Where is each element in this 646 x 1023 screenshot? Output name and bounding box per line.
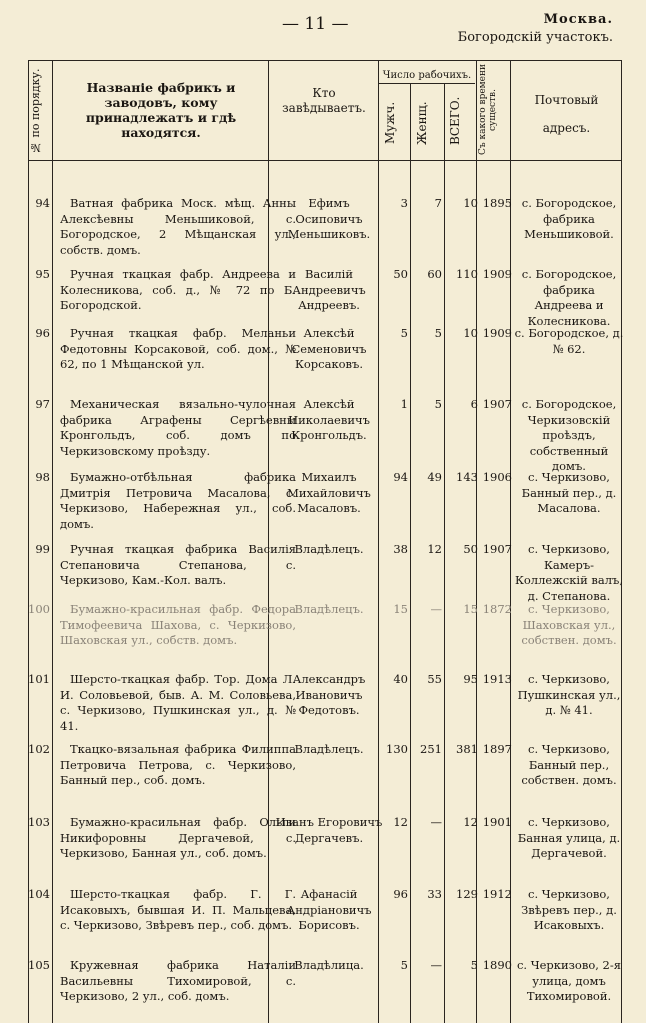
header-workers: Число рабочихъ. bbox=[382, 70, 472, 81]
cell-women: — bbox=[430, 815, 442, 829]
header-men: Мужч. bbox=[383, 101, 397, 145]
cell-manager: Ефимъ Осиповичъ Меньшиковъ. bbox=[287, 196, 371, 241]
cell-men: 15 bbox=[393, 602, 408, 616]
cell-men: 5 bbox=[400, 958, 408, 972]
cell-manager: Владѣлецъ. bbox=[294, 602, 364, 616]
workers-subrule bbox=[378, 83, 475, 84]
cell-men: 38 bbox=[393, 542, 408, 556]
cell-manager: Михаилъ Михайловичъ Масаловъ. bbox=[287, 470, 371, 515]
cell-total: 10 bbox=[463, 196, 478, 210]
cell-num: 99 bbox=[35, 542, 50, 556]
cell-address: с. Черкизово, Шаховская ул., собствен. домъ. bbox=[521, 602, 617, 647]
cell-address: с. Богородское, фабрика Андреева и Колесникова. bbox=[521, 267, 617, 328]
cell-men: 12 bbox=[393, 815, 408, 829]
cell-men: 94 bbox=[393, 470, 408, 484]
cell-total: 381 bbox=[456, 742, 478, 756]
col-rule bbox=[52, 60, 53, 1023]
header-women: Женщ. bbox=[415, 101, 429, 145]
cell-total: 50 bbox=[463, 542, 478, 556]
cell-year: 1890 bbox=[482, 958, 512, 972]
cell-address: с. Богородское, д. № 62. bbox=[514, 326, 624, 356]
city-title: Москва. bbox=[543, 12, 613, 27]
cell-year: 1913 bbox=[482, 672, 512, 686]
district-title: Богородскій участокъ. bbox=[457, 30, 613, 45]
cell-year: 1907 bbox=[482, 397, 512, 411]
cell-name: Ручная ткацкая фабрика Василія Степановича Степанова, с. Черкизово, Кам.-Кол. валъ. bbox=[60, 542, 296, 587]
cell-num: 103 bbox=[28, 815, 50, 829]
cell-num: 98 bbox=[35, 470, 50, 484]
table-top-rule bbox=[28, 60, 621, 61]
cell-women: 60 bbox=[427, 267, 442, 281]
cell-num: 94 bbox=[35, 196, 50, 210]
cell-num: 105 bbox=[28, 958, 50, 972]
cell-num: 95 bbox=[35, 267, 50, 281]
cell-total: 95 bbox=[463, 672, 478, 686]
cell-name: Бумажно-красильная фабр. Ольги Никифоровны Дергачевой, с. Черкизово, Банная ул., соб. домъ. bbox=[60, 815, 296, 860]
cell-address: с. Черкизово, Банный пер., собствен. домъ. bbox=[521, 742, 617, 787]
cell-year: 1901 bbox=[482, 815, 512, 829]
cell-name: Ручная ткацкая фабр. Андреева и Колесникова, соб. д., № 72 по Б. Богородской. bbox=[60, 267, 296, 312]
cell-year: 1909 bbox=[482, 326, 512, 340]
cell-num: 97 bbox=[35, 397, 50, 411]
cell-name: Шерсто-ткацкая фабр. Г. Г. Исаковыхъ, бывшая И. П. Мальцева, с. Черкизово, Звѣревъ пер., соб. домъ. bbox=[60, 887, 296, 932]
cell-address: с. Черкизово, 2-я улица, домъ Тихомировой. bbox=[516, 958, 622, 1003]
header-num: № по порядку. bbox=[29, 68, 42, 154]
cell-name: Ручная ткацкая фабр. Меланьи Федотовны Корсаковой, соб. дом., № 62, по 1 Мѣщанской ул. bbox=[60, 326, 296, 371]
cell-year: 1912 bbox=[482, 887, 512, 901]
cell-name: Ткацко-вязальная фабрика Филиппа Петровича Петрова, с. Черкизово, Банный пер., соб. домъ. bbox=[60, 742, 296, 787]
cell-women: 251 bbox=[420, 742, 442, 756]
cell-total: 129 bbox=[456, 887, 478, 901]
cell-year: 1872 bbox=[482, 602, 512, 616]
cell-women: 5 bbox=[434, 326, 442, 340]
cell-women: — bbox=[430, 958, 442, 972]
cell-manager: Владѣлецъ. bbox=[294, 742, 364, 756]
cell-name: Кружевная фабрика Наталіи Васильевны Тихомировой, с. Черкизово, 2 ул., соб. домъ. bbox=[60, 958, 296, 1003]
header-manager: Кто завѣдываетъ. bbox=[282, 86, 366, 115]
header-since: Съ какого времени существ. bbox=[478, 64, 498, 156]
cell-women: 12 bbox=[427, 542, 442, 556]
cell-year: 1895 bbox=[482, 196, 512, 210]
cell-manager: Василій Андреевичъ Андреевъ. bbox=[292, 267, 366, 312]
cell-year: 1909 bbox=[482, 267, 512, 281]
cell-year: 1907 bbox=[482, 542, 512, 556]
header-name: Названіе фабрикъ и заводовъ, кому принадлежатъ и гдѣ находятся. bbox=[85, 80, 237, 140]
cell-num: 102 bbox=[28, 742, 50, 756]
cell-manager: Алексѣй Николаевичъ Кронгольдъ. bbox=[288, 397, 370, 442]
cell-men: 96 bbox=[393, 887, 408, 901]
cell-men: 130 bbox=[386, 742, 408, 756]
cell-year: 1897 bbox=[482, 742, 512, 756]
cell-address: с. Черкизово, Камеръ-Коллежскій валъ, д. Степанова. bbox=[514, 542, 624, 603]
header-total: ВСЕГО. bbox=[448, 96, 462, 146]
cell-address: с. Черкизово, Пушкинская ул., д. № 41. bbox=[517, 672, 621, 717]
cell-address: с. Богородское, Черкизовскій проѣздъ, собственный домъ. bbox=[521, 397, 617, 473]
cell-total: 12 bbox=[463, 815, 478, 829]
cell-num: 96 bbox=[35, 326, 50, 340]
page-header bbox=[0, 0, 646, 62]
cell-name: Ватная фабрика Моск. мѣщ. Анны Алексѣевны Меньшиковой, с. Богородское, 2 Мѣщанская ул., собств. домъ. bbox=[60, 196, 296, 257]
cell-men: 40 bbox=[393, 672, 408, 686]
cell-men: 50 bbox=[393, 267, 408, 281]
cell-num: 100 bbox=[28, 602, 50, 616]
cell-total: 15 bbox=[463, 602, 478, 616]
cell-manager: Иванъ Егоровичъ Дергачевъ. bbox=[275, 815, 383, 845]
cell-men: 5 bbox=[400, 326, 408, 340]
cell-manager: Афанасій Андріановичъ Борисовъ. bbox=[286, 887, 372, 932]
cell-total: 6 bbox=[470, 397, 478, 411]
cell-women: 33 bbox=[427, 887, 442, 901]
cell-women: — bbox=[430, 602, 442, 616]
cell-name: Механическая вязально-чулочная фабрика Аграфены Сергѣевны Кронгольдъ, соб. домъ по Черкизовскому проѣзду. bbox=[60, 397, 296, 458]
cell-manager: Владѣлица. bbox=[294, 958, 364, 972]
cell-num: 104 bbox=[28, 887, 50, 901]
cell-men: 1 bbox=[400, 397, 408, 411]
cell-men: 3 bbox=[400, 196, 408, 210]
cell-women: 5 bbox=[434, 397, 442, 411]
cell-address: с. Черкизово, Банная улица, д. Дергачевой. bbox=[517, 815, 621, 860]
cell-manager: Алексѣй Семеновичъ Корсаковъ. bbox=[291, 326, 367, 371]
cell-num: 101 bbox=[28, 672, 50, 686]
cell-total: 143 bbox=[456, 470, 478, 484]
cell-manager: Александръ Ивановичъ Федотовъ. bbox=[292, 672, 366, 717]
cell-women: 49 bbox=[427, 470, 442, 484]
cell-name: Бумажно-красильная фабр. Федора Тимофеевича Шахова, с. Черкизово, Шаховская ул., собств. домъ. bbox=[60, 602, 296, 647]
cell-total: 10 bbox=[463, 326, 478, 340]
cell-year: 1906 bbox=[482, 470, 512, 484]
cell-women: 55 bbox=[427, 672, 442, 686]
cell-address: с. Черкизово, Банный пер., д. Масалова. bbox=[521, 470, 617, 515]
cell-name: Шерсто-ткацкая фабр. Тор. Дома Л. И. Соловьевой, быв. А. М. Соловьева, с. Черкизово, Пушкинская ул., д. № 41. bbox=[60, 672, 296, 733]
cell-name: Бумажно-отбѣльная фабрика Дмитрія Петровича Масалова, с. Черкизово, Набережная ул., соб. домъ. bbox=[60, 470, 296, 531]
header-address: Почтовый адресъ. bbox=[534, 93, 599, 135]
cell-address: с. Богородское, фабрика Меньшиковой. bbox=[521, 196, 617, 241]
cell-address: с. Черкизово, Звѣревъ пер., д. Исаковыхъ. bbox=[521, 887, 617, 932]
page-number: — 11 — bbox=[282, 14, 349, 34]
header-bottom-rule bbox=[28, 160, 621, 161]
cell-manager: Владѣлецъ. bbox=[294, 542, 364, 556]
cell-total: 5 bbox=[470, 958, 478, 972]
cell-total: 110 bbox=[456, 267, 478, 281]
cell-women: 7 bbox=[434, 196, 442, 210]
